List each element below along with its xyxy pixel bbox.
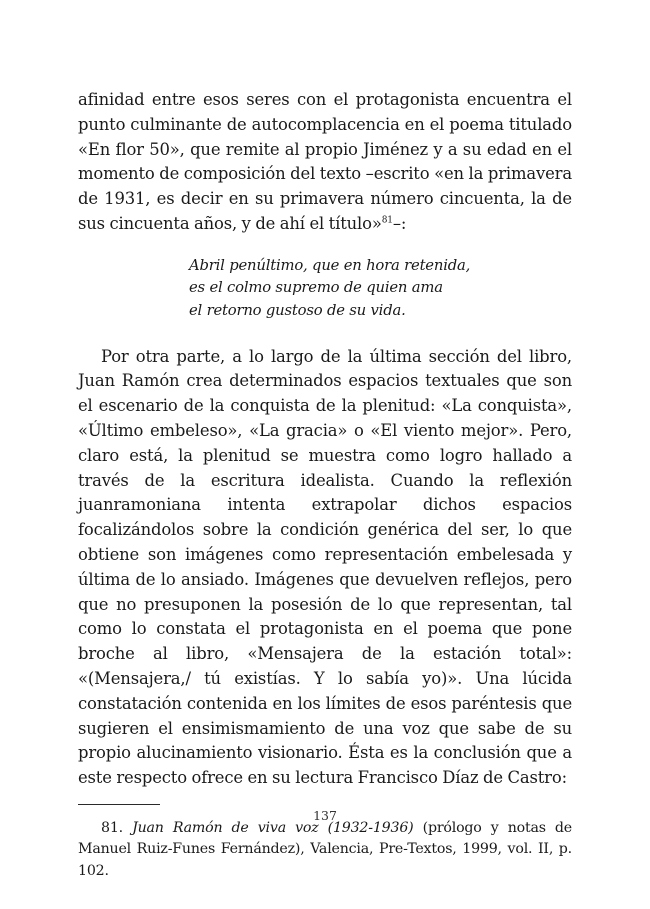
verse-line: el retorno gustoso de su vida. — [189, 301, 406, 319]
paragraph-text-tail: –: — [392, 213, 407, 233]
footnote-book-title: Juan Ramón de viva voz (1932-1936) — [132, 819, 414, 836]
footnote-reference: 81 — [381, 215, 393, 226]
footnote-number: 81. — [101, 819, 123, 836]
footnote — [78, 818, 572, 883]
page-body — [78, 88, 572, 882]
paragraph-continuation — [78, 88, 572, 237]
verse-quotation — [189, 255, 572, 323]
footnote-separator — [78, 804, 160, 805]
footnote-text: (prólogo y notas de Manuel Ruiz-Funes Fernández), Valencia, Pre-Textos, 1999, vol. II, p. 102. — [78, 819, 572, 879]
page-number: 137 — [313, 808, 337, 823]
paragraph-main: Por otra parte, a lo largo de la última sección del libro, Juan Ramón crea determinados espacios textuales que son el escenario de la conquista de la plenitud: «La conquista», «Último embeleso», «La gracia» o «El viento mejor». Pero, claro está, la plenitud se muestra como logro hallado a través de la escritura idealista. Cuando la reflexión juanramoniana intenta extrapolar dichos espacios focalizándolos sobre la condición genérica del ser, lo que obtiene son imágenes como representación embelesada y última de lo ansiado. Imágenes que devuelven reflejos, pero que no presuponen la posesión de lo que representan, tal como lo constata el protagonista en el poema que pone broche al libro, «Mensajera de la estación total»: «(Mensajera,/ tú existías. Y lo sabía yo)». Una lúcida constatación contenida en los límites de esos paréntesis que sugieren el ensimismamiento de una voz que sabe de su propio alucinamiento visionario. Ésta es la conclusión que a este respecto ofrece en su lectura Francisco Díaz de Castro: — [78, 346, 572, 788]
verse-line: es el colmo supremo de quien ama — [189, 279, 443, 297]
verse-line: Abril penúltimo, que en hora retenida, — [189, 256, 471, 274]
paragraph-text: afinidad entre esos seres con el protagonista encuentra el punto culminante de autocomplacencia en el poema titulado «En flor 50», que remite al propio Jiménez y a su edad en el momento de composición del texto –escrito «en la primavera de 1931, es decir en su primavera número cincuenta, la de sus cincuenta años, y de ahí el título» — [78, 90, 572, 233]
